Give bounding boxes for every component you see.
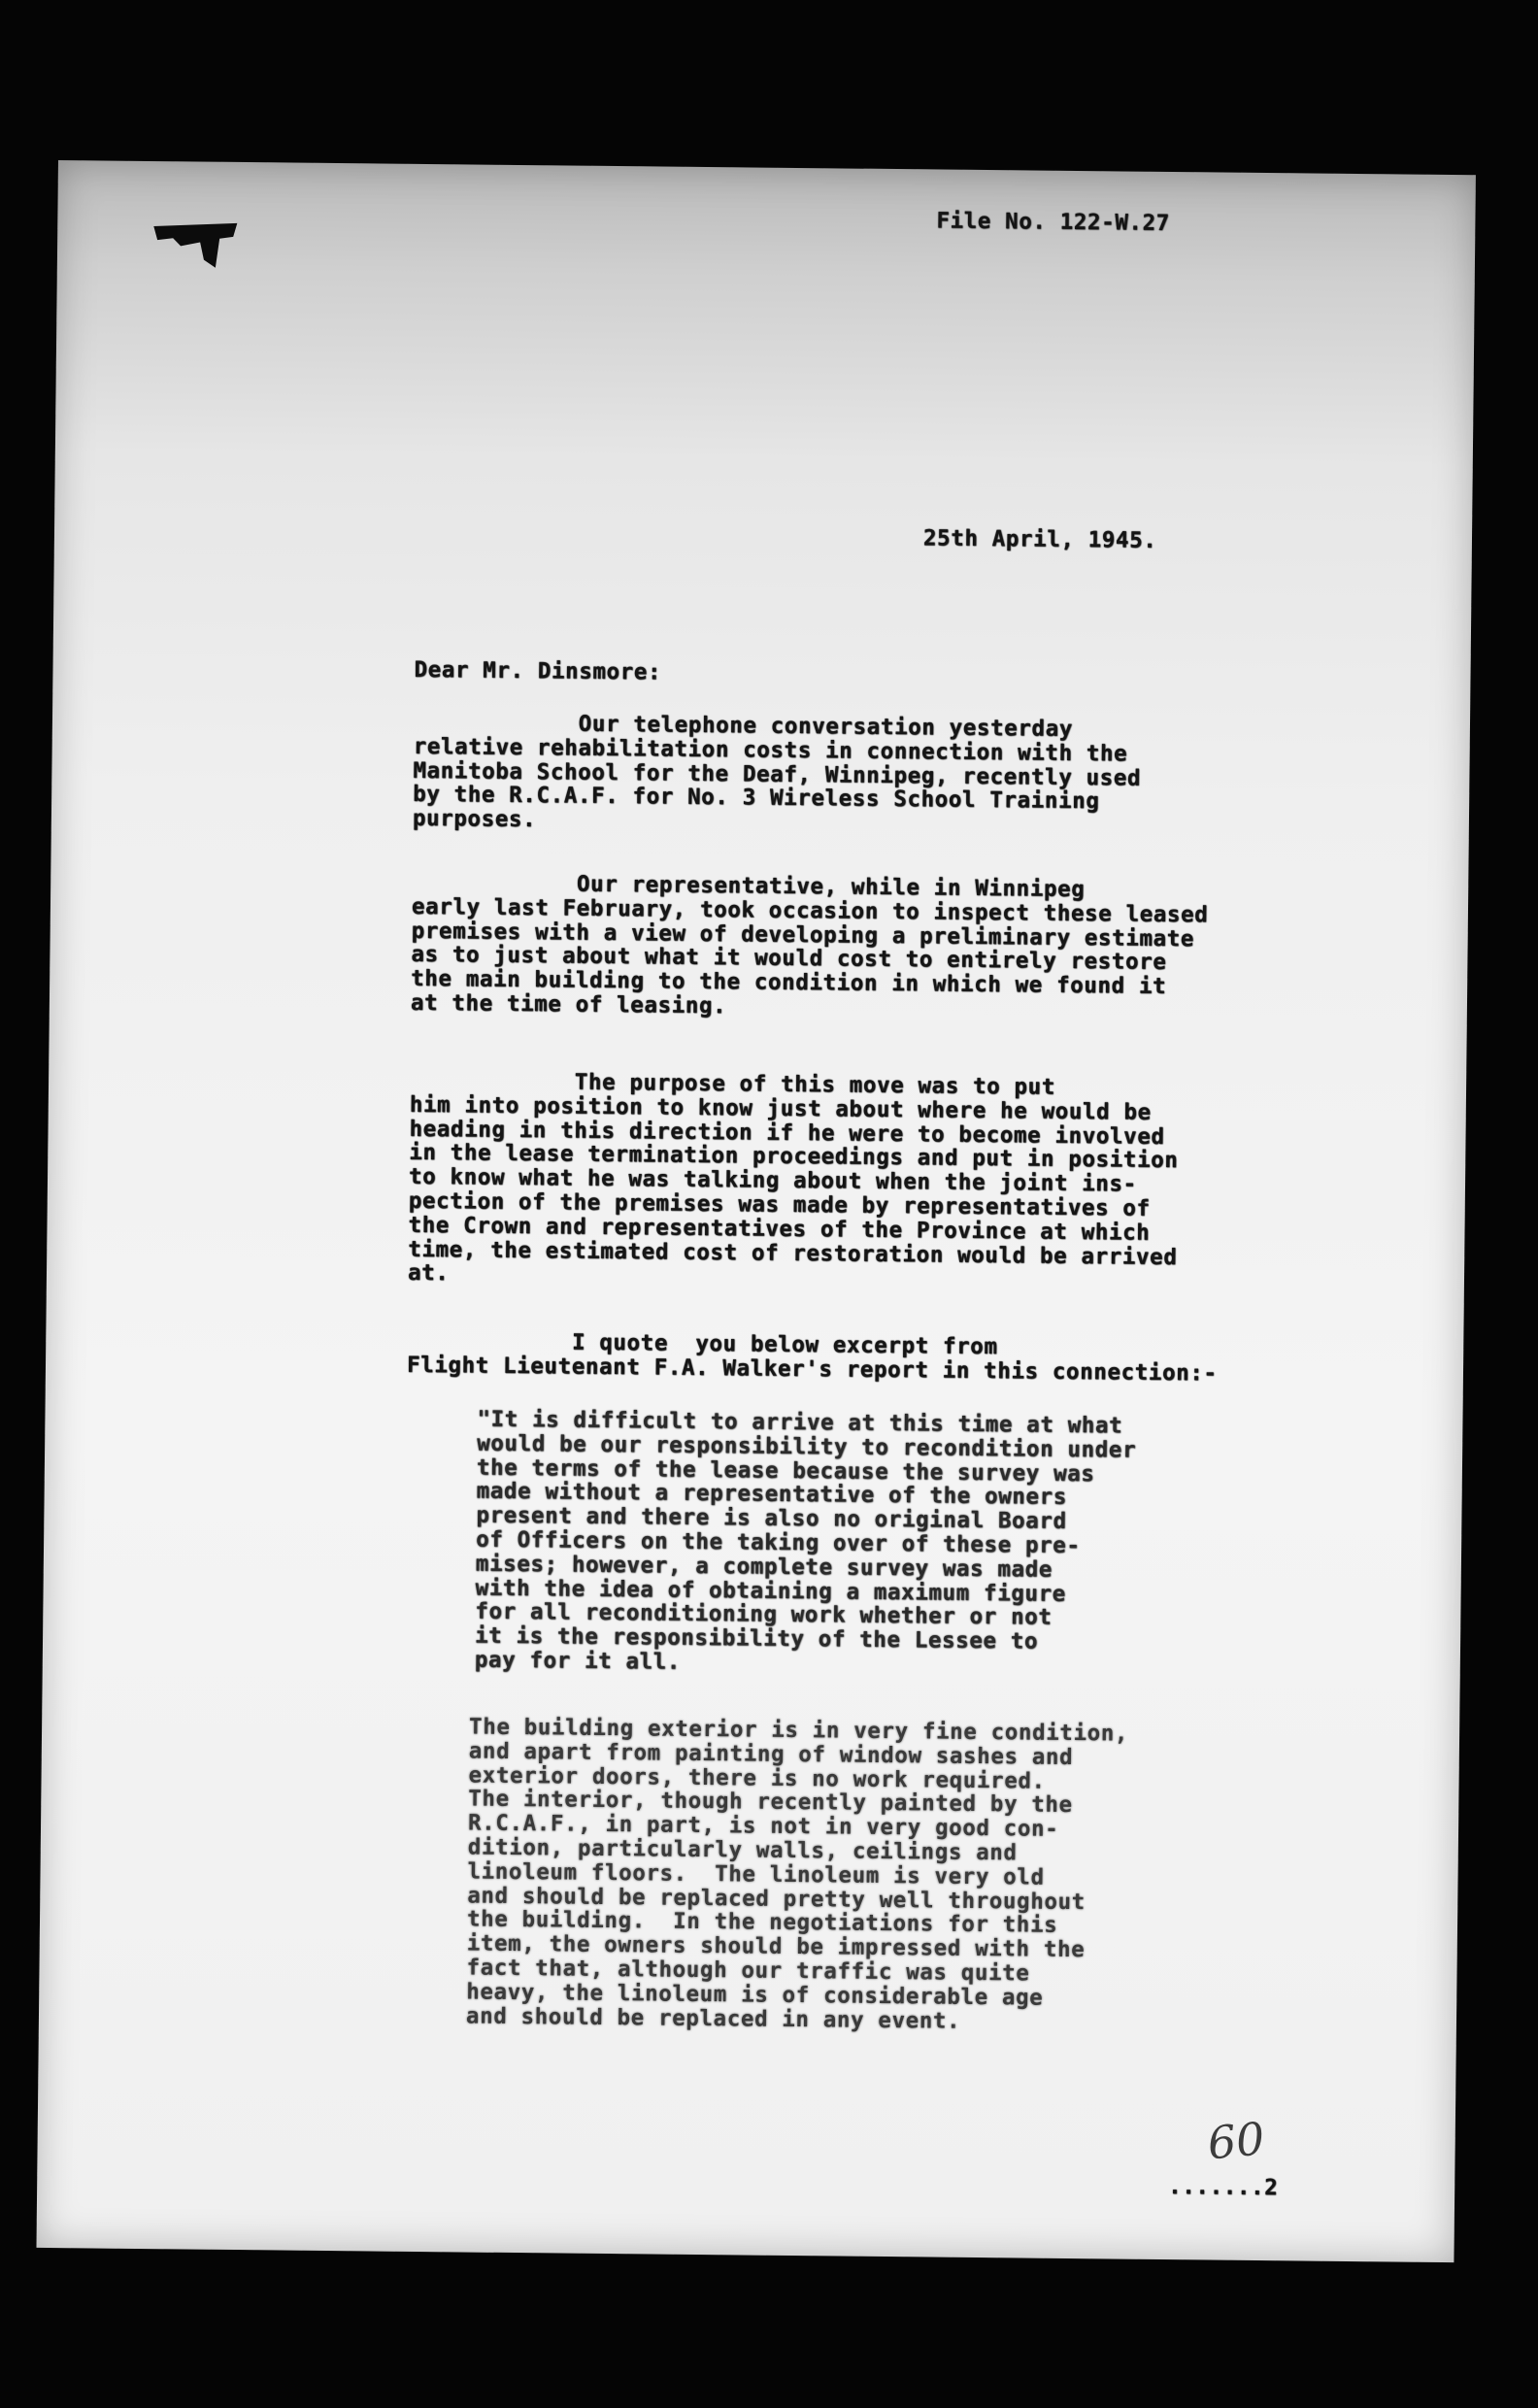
handwritten-page-number: 60 bbox=[1205, 2112, 1267, 2170]
paragraph-2: Our representative, while in Winnipeg early last February, took occasion to inspect these leased premises with a view of developing a preliminary estimate as to just about what it would cost to entirely restore the main building to the condition in which we found it at the time of leasing. bbox=[410, 869, 1209, 1020]
paragraph-3: The purpose of this move was to put him into position to know just about where he would be heading in this direction if he were to become involved in the lease termination proceedings and put in position to know what he was talking about when the joint ins- pection of the premises was made by representatives of the Crown and representatives of the Province at which time, the estimated cost of restoration would be arrived at. bbox=[407, 1067, 1179, 1287]
punch-hole-mark bbox=[151, 220, 240, 270]
report-excerpt-1: "It is difficult to arrive at this time at what would be our responsibility to recondition under the terms of the lease because the survey was made without a representative of the owners present and there is also no original Board of Officers on the taking over of these pre- mises; however, a complete survey was made with the idea of obtaining a maximum figure for all reconditioning work whether or not it is the responsibility of the Lessee to pay for it all. bbox=[474, 1406, 1137, 1675]
paragraph-1: Our telephone conversation yesterday relative rehabilitation costs in connection with the Manitoba School for the Deaf, Winnipeg, recently used by the R.C.A.F. for No. 3 Wireless School Training purposes. bbox=[412, 709, 1142, 833]
letter-date: 25th April, 1945. bbox=[922, 525, 1157, 553]
file-number: File No. 122-W.27 bbox=[936, 208, 1171, 236]
letter-page bbox=[36, 160, 1475, 2262]
paragraph-4: I quote you below excerpt from Flight Lieutenant F.A. Walker's report in this connection:- bbox=[406, 1327, 1218, 1387]
report-excerpt-2: The building exterior is in very fine condition, and apart from painting of window sashes and exterior doors, there is no work required. The interior, though recently painted by the R.C.A.F., in part, is not in very good con- dition, particularly walls, ceilings and linoleum floors. The linoleum is very old and should be replaced pretty well throughout the building. In the negotiations for this item, the owners should be impressed with the fact that, although our traffic was quite heavy, the linoleum is of considerable age and should be replaced in any event. bbox=[465, 1714, 1129, 2034]
continuation-marker: .......2 bbox=[1168, 2174, 1279, 2201]
salutation: Dear Mr. Dinsmore: bbox=[414, 656, 662, 686]
